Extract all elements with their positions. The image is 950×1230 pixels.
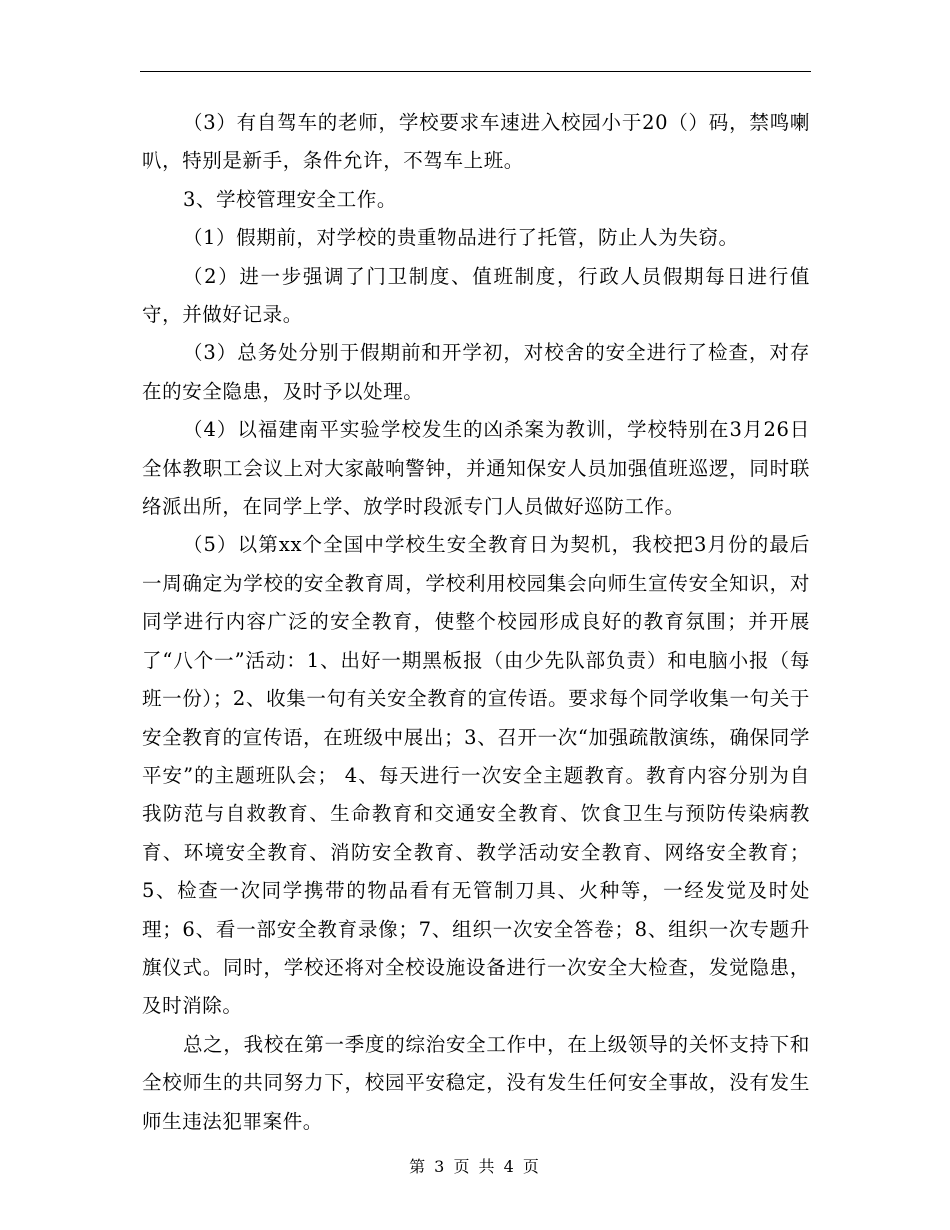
paragraph-safety-education-week: （5）以第xx个全国中学校生安全教育日为契机，我校把3月份的最后一周确定为学校的安全教育周，学校利用校园集会向师生宣传安全知识，对同学进行内容广泛的安全教育，使整个校园形成良好的教育氛围；并开展了“八个一”活动：1、出好一期黑板报（由少先队部负责）和电脑小报（每班一份）；2、收集一句有关安全教育的宣传语。要求每个同学收集一句关于安全教育的宣传语，在班级中展出；3、召开一次“加强疏散演练，确保同学平安”的主题班队会； 4、每天进行一次安全主题教育。教育内容分别为自我防范与自救教育、生命教育和交通安全教育、饮食卫生与预防传染病教育、环境安全教育、消防安全教育、教学活动安全教育、网络安全教育； 5、检查一次同学携带的物品看有无管制刀具、火种等，一经发觉及时处理；6、看一部安全教育录像；7、组织一次安全答卷；8、组织一次专题升旗仪式。同时，学校还将对全校设施设备进行一次安全大检查，发觉隐患，及时消除。 [142,533,810,1018]
paragraph-building-inspection: （3）总务处分别于假期前和开学初，对校舍的安全进行了检查，对存在的安全隐患，及时予以处理。 [142,341,810,403]
section-heading-school-safety: 3、学校管理安全工作。 [182,187,397,211]
paragraph-conclusion: 总之，我校在第一季度的综治安全工作中，在上级领导的关怀支持下和全校师生的共同努力下，校园平安稳定，没有发生任何安全事故，没有发生师生违法犯罪案件。 [142,1032,810,1133]
paragraph-self-driving-teachers: （3）有自驾车的老师，学校要求车速进入校园小于20（）码，禁鸣喇叭，特别是新手，条件允许，不驾车上班。 [142,111,810,173]
document-body [142,104,810,1141]
paragraph-security-patrol: （4）以福建南平实验学校发生的凶杀案为教训，学校特别在3月26日全体教职工会议上对大家敲响警钟，并通知保安人员加强值班巡逻，同时联络派出所，在同学上学、放学时段派专门人员做好巡防工作。 [142,418,810,519]
page-footer: 第 3 页 共 4 页 [409,1157,541,1176]
paragraph-guard-duty: （2）进一步强调了门卫制度、值班制度，行政人员假期每日进行值守，并做好记录。 [142,264,810,327]
header-rule [140,71,811,72]
paragraph-valuables-custody: （1）假期前，对学校的贵重物品进行了托管，防止人为失窃。 [182,226,739,250]
